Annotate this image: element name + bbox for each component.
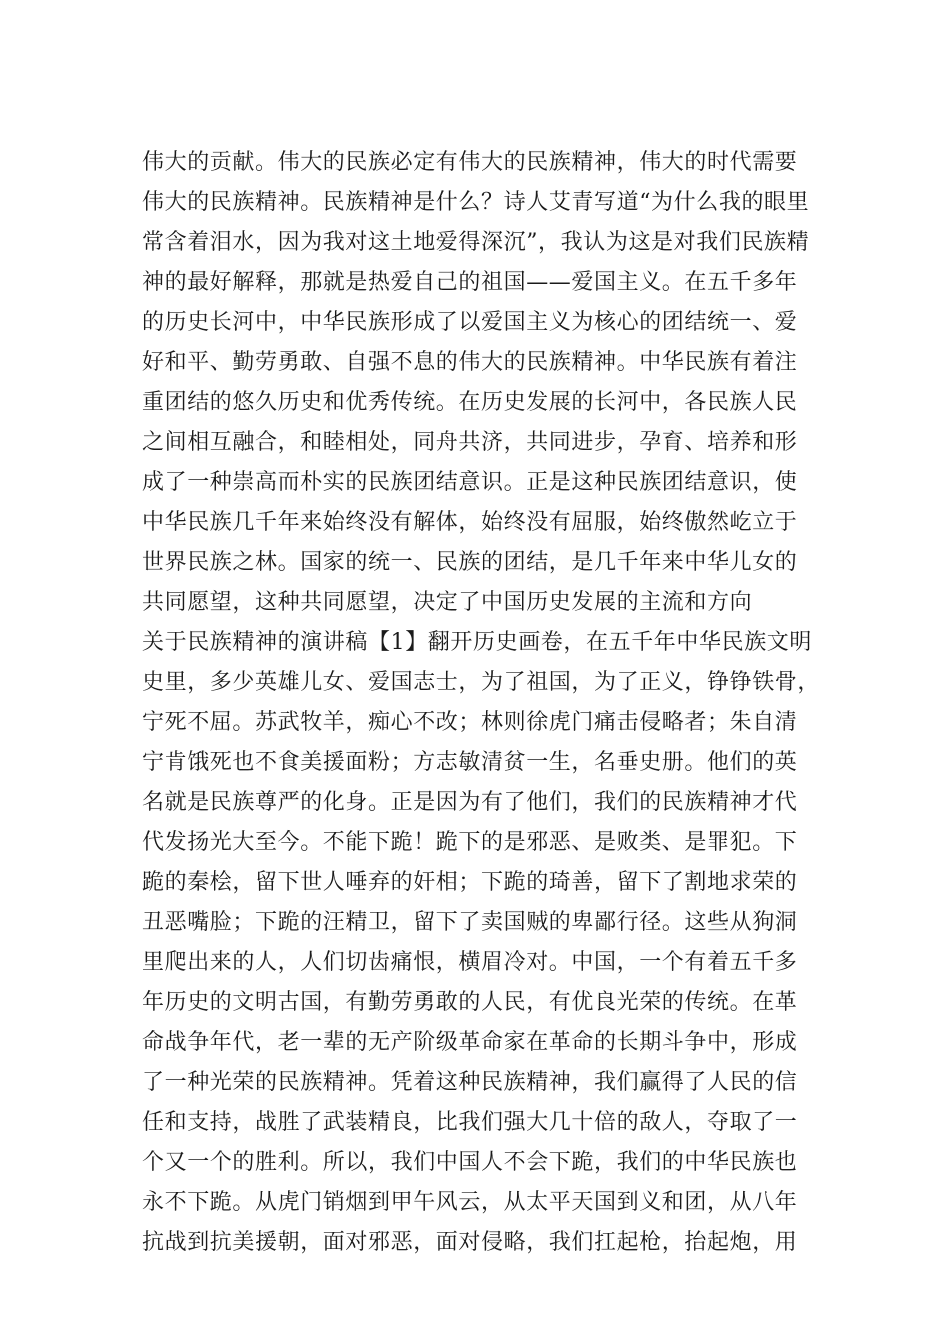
text-line: 伟大的民族精神。民族精神是什么？诗人艾青写道“为什么我的眼里 xyxy=(142,190,810,215)
text-line: 的历史长河中，中华民族形成了以爱国主义为核心的团结统一、爱 xyxy=(142,310,798,335)
text-line: 中华民族几千年来始终没有解体，始终没有屈服，始终傲然屹立于 xyxy=(142,510,798,535)
text-line: 命战争年代，老一辈的无产阶级革命家在革命的长期斗争中，形成 xyxy=(142,1030,798,1055)
section-heading-line: 关于民族精神的演讲稿【1】翻开历史画卷，在五千年中华民族文明 xyxy=(142,630,812,655)
text-line: 了一种光荣的民族精神。凭着这种民族精神，我们赢得了人民的信 xyxy=(142,1070,798,1095)
text-line: 世界民族之林。国家的统一、民族的团结，是几千年来中华儿女的 xyxy=(142,550,798,575)
text-line: 年历史的文明古国，有勤劳勇敢的人民，有优良光荣的传统。在革 xyxy=(142,990,798,1015)
text-line: 代发扬光大至今。不能下跪！跪下的是邪恶、是败类、是罪犯。下 xyxy=(142,830,798,855)
text-line: 成了一种崇高而朴实的民族团结意识。正是这种民族团结意识，使 xyxy=(142,470,798,495)
text-line: 之间相互融合，和睦相处，同舟共济，共同进步，孕育、培养和形 xyxy=(142,430,798,455)
text-line: 个又一个的胜利。所以，我们中国人不会下跪，我们的中华民族也 xyxy=(142,1150,798,1175)
text-line: 名就是民族尊严的化身。正是因为有了他们，我们的民族精神才代 xyxy=(142,790,798,815)
text-line: 任和支持，战胜了武装精良，比我们强大几十倍的敌人，夺取了一 xyxy=(142,1110,798,1135)
text-line: 重团结的悠久历史和优秀传统。在历史发展的长河中，各民族人民 xyxy=(142,390,798,415)
text-line: 伟大的贡献。伟大的民族必定有伟大的民族精神，伟大的时代需要 xyxy=(142,150,798,175)
text-line: 常含着泪水，因为我对这土地爱得深沉”，我认为这是对我们民族精 xyxy=(142,230,810,255)
text-line: 宁肯饿死也不食美援面粉；方志敏清贫一生，名垂史册。他们的英 xyxy=(142,750,798,775)
text-line: 跪的秦桧，留下世人唾弃的奸相；下跪的琦善，留下了割地求荣的 xyxy=(142,870,798,895)
text-line: 永不下跪。从虎门销烟到甲午风云，从太平天国到义和团，从八年 xyxy=(142,1190,798,1215)
text-line: 抗战到抗美援朝，面对邪恶，面对侵略，我们扛起枪，抬起炮，用 xyxy=(142,1230,798,1255)
text-line: 共同愿望，这种共同愿望，决定了中国历史发展的主流和方向 xyxy=(142,590,753,615)
text-line: 好和平、勤劳勇敢、自强不息的伟大的民族精神。中华民族有着注 xyxy=(142,350,798,375)
text-line: 神的最好解释，那就是热爱自己的祖国——爱国主义。在五千多年 xyxy=(142,270,798,295)
text-line: 丑恶嘴脸；下跪的汪精卫，留下了卖国贼的卑鄙行径。这些从狗洞 xyxy=(142,910,798,935)
text-line: 里爬出来的人，人们切齿痛恨，横眉冷对。中国，一个有着五千多 xyxy=(142,950,798,975)
text-line: 史里，多少英雄儿女、爱国志士，为了祖国，为了正义，铮铮铁骨， xyxy=(142,670,821,695)
body-text xyxy=(142,143,821,1263)
text-line: 宁死不屈。苏武牧羊，痴心不改；林则徐虎门痛击侵略者；朱自清 xyxy=(142,710,798,735)
